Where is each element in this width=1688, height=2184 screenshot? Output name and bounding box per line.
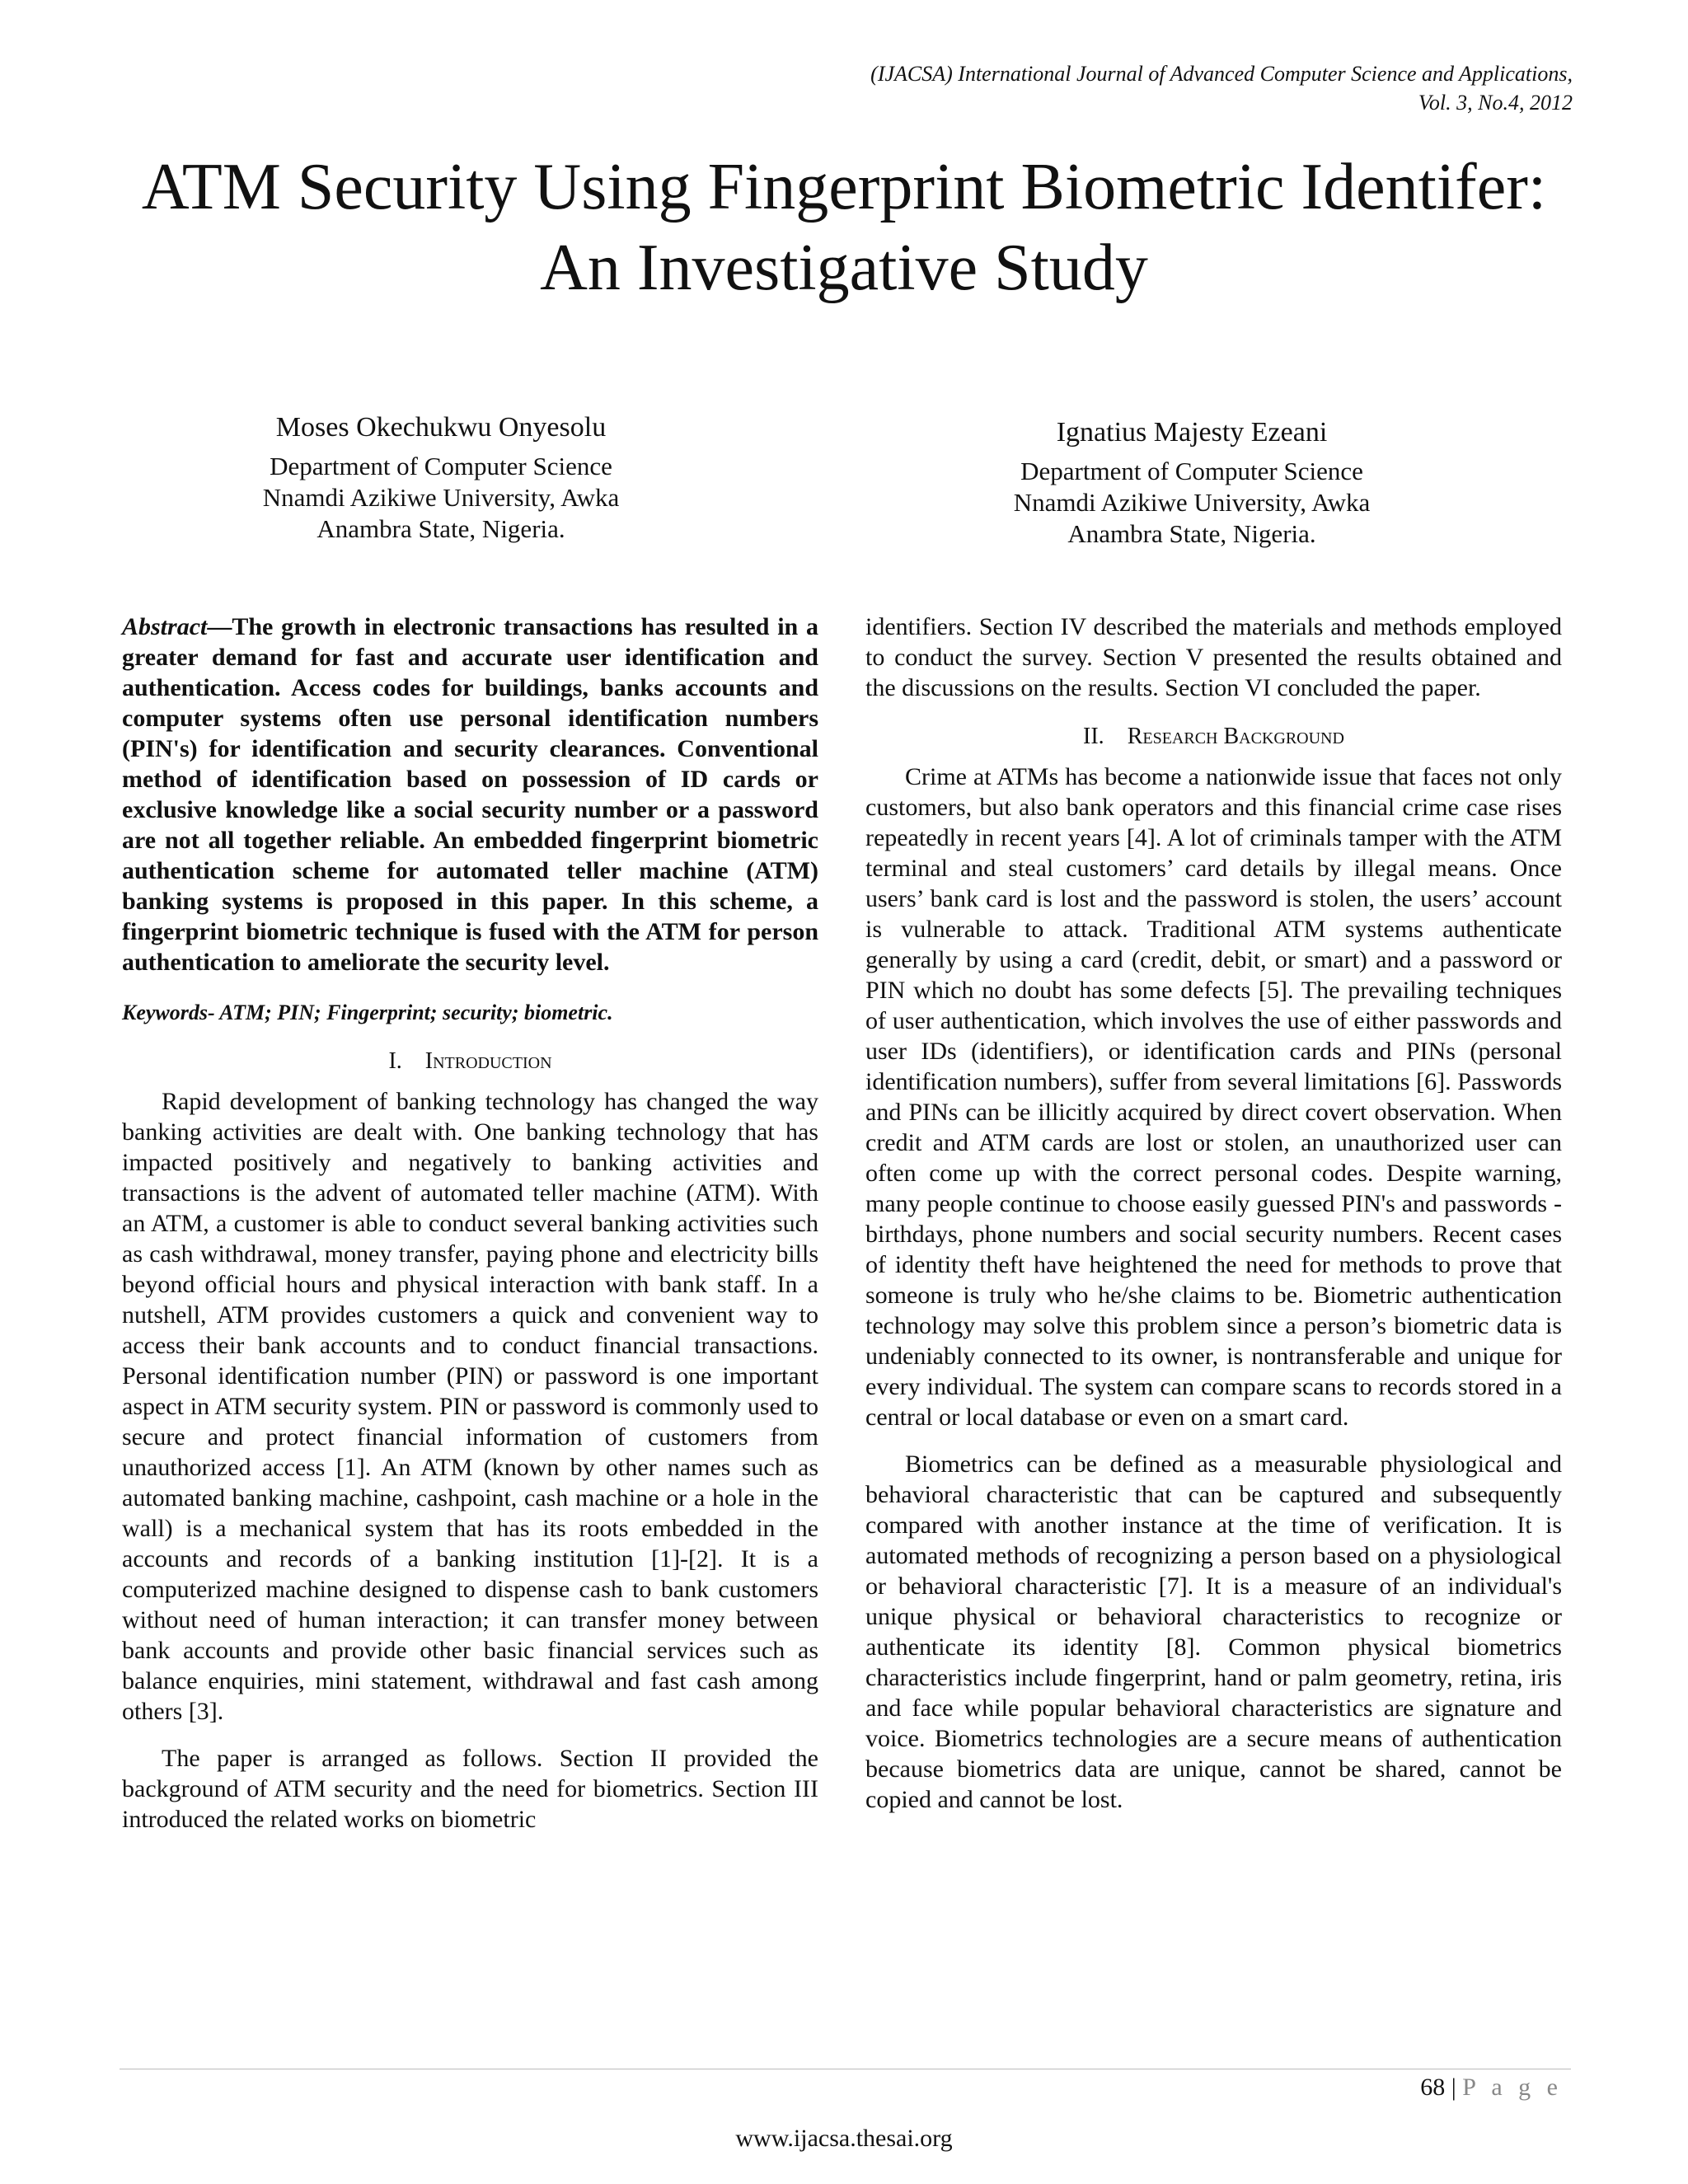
author-dept: Department of Computer Science — [270, 452, 612, 480]
background-paragraph-1: Crime at ATMs has become a nationwide issue that faces not only customers, but also bank operators and this financial crime case rises repeatedly in recent years [4]. A lot of criminals tamper with the ATM terminal and steal customers’ card details by illegal means. Once users’ bank card is lost and the password is stolen, the users’ account is vulnerable to attack. Traditional ATM systems authenticate generally by using a card (credit, debit, or smart) and a password or PIN which no doubt has some defects [5]. The prevailing techniques of user authentication, which involves the use of either passwords and user IDs (identifiers), or identification cards and PINs (personal identification numbers), suffer from several limitations [6]. Passwords and PINs can be illicitly acquired by direct covert observation. When credit and ATM cards are lost or stolen, an unauthorized user can often come up with the correct personal codes. Despite warning, many people continue to choose easily guessed PIN's and passwords - birthdays, phone numbers and social security numbers. Recent cases of identity theft have heightened the need for methods to prove that someone is truly who he/she claims to be. Biometric authentication technology may solve this problem since a person’s biometric data is undeniably connected to its owner, is nontransferable and unique for every individual. The system can compare scans to records stored in a central or local database or even on a smart card. — [865, 763, 1562, 1431]
author-univ: Nnamdi Azikiwe University, Awka — [1013, 488, 1371, 517]
title-line-2: An Investigative Study — [540, 232, 1148, 304]
journal-volume: Vol. 3, No.4, 2012 — [1418, 91, 1573, 115]
abstract — [122, 612, 818, 977]
journal-url: www.ijacsa.thesai.org — [735, 2125, 953, 2152]
right-column — [865, 612, 1562, 1815]
author-block-2 — [936, 415, 1447, 550]
intro-paragraph-2-continued: identifiers. Section IV described the materials and methods employed to conduct the survey. Section V presented the results obtained and the discussions on the results. Section VI concluded the paper. — [865, 613, 1562, 701]
abstract-text: —The growth in electronic transactions has resulted in a greater demand for fast and accurate user identification and authentication. Access codes for buildings, banks accounts and computer systems often use personal identification numbers (PIN's) for identification and security clearances. Conventional method of identification based on possession of ID cards or exclusive knowledge like a social security number or a password are not all together reliable. An embedded fingerprint biometric authentication scheme for automated teller machine (ATM) banking systems is proposed in this paper. In this scheme, a fingerprint biometric technique is fused with the ATM for person authentication to ameliorate the security level. — [122, 613, 818, 976]
title-line-1: ATM Security Using Fingerprint Biometric Identifer: — [141, 151, 1547, 223]
keywords: Keywords- ATM; PIN; Fingerprint; security; biometric. — [122, 1001, 613, 1024]
running-header — [870, 59, 1573, 117]
page-separator: | — [1451, 2074, 1456, 2101]
author-state: Anambra State, Nigeria. — [316, 514, 565, 543]
journal-name: (IJACSA) International Journal of Advanced Computer Science and Applications, — [870, 62, 1573, 86]
intro-paragraph-2: The paper is arranged as follows. Section II provided the background of ATM security and the need for biometrics. Section III introduced the related works on biometric — [122, 1745, 818, 1833]
intro-paragraph-1: Rapid development of banking technology has changed the way banking activities are dealt with. One banking technology that has impacted positively and negatively to banking activities and transactions is the advent of automated teller machine (ATM). With an ATM, a customer is able to conduct several banking activities such as cash withdrawal, money transfer, paying phone and electricity bills beyond official hours and physical interaction with bank staff. In a nutshell, ATM provides customers a quick and convenient way to access their bank accounts and to conduct financial transactions. Personal identification number (PIN) or password is one important aspect in ATM security system. PIN or password is commonly used to secure and protect financial information of customers from unauthorized access [1]. An ATM (known by other names such as automated banking machine, cashpoint, cash machine or a hole in the wall) is a mechanical system that has its roots embedded in the accounts and records of a banking institution [1]-[2]. It is a computerized machine designed to dispense cash to bank customers without need of human interaction; it can transfer money between bank accounts and provide other basic financial services such as balance enquiries, mini statement, withdrawal and fast cash among others [3]. — [122, 1088, 818, 1725]
author-univ: Nnamdi Azikiwe University, Awka — [262, 483, 620, 512]
left-column — [122, 612, 818, 1835]
author-state: Anambra State, Nigeria. — [1067, 519, 1316, 548]
author-block-1 — [185, 410, 696, 545]
abstract-label: Abstract — [122, 613, 208, 640]
page-label: P a g e — [1462, 2074, 1563, 2101]
paper-title — [0, 147, 1688, 308]
section-heading-introduction — [122, 1046, 818, 1076]
author-dept: Department of Computer Science — [1020, 457, 1363, 485]
section-heading-research-background — [865, 721, 1562, 752]
author-name: Ignatius Majesty Ezeani — [1056, 417, 1328, 448]
page-number — [1420, 2074, 1563, 2102]
section-title: Introduction — [424, 1048, 552, 1074]
section-number: II. — [1083, 724, 1104, 749]
page-number-value: 68 — [1420, 2074, 1446, 2101]
section-title: Research Background — [1127, 724, 1344, 749]
section-number: I. — [388, 1048, 402, 1074]
author-name: Moses Okechukwu Onyesolu — [275, 412, 607, 443]
background-paragraph-2: Biometrics can be defined as a measurable physiological and behavioral characteristic that can be captured and subsequently compared with another instance at the time of verification. It is automated methods of recognizing a person based on a physiological or behavioral characteristic [7]. It is a measure of an individual's unique physical or behavioral characteristics to recognize or authenticate its identity [8]. Common physical biometrics characteristics include fingerprint, hand or palm geometry, retina, iris and face while popular behavioral characteristics are signature and voice. Biometrics technologies are a secure means of authentication because biometrics data are unique, cannot be shared, cannot be copied and cannot be lost. — [865, 1451, 1562, 1813]
